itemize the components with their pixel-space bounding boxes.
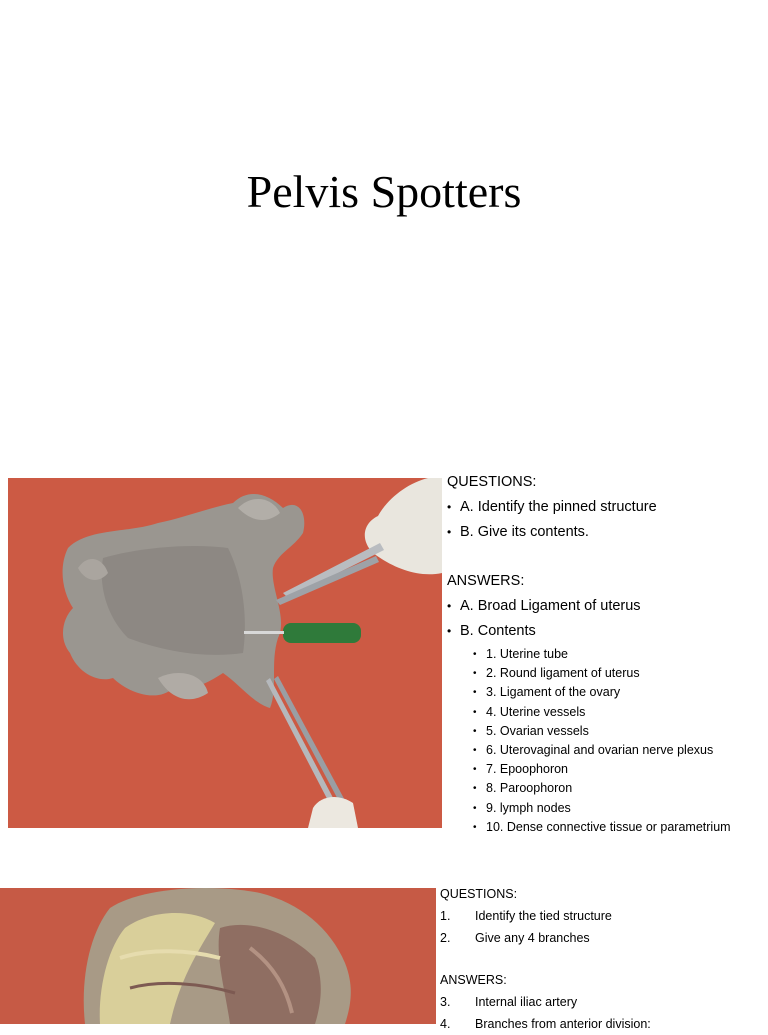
page-title: Pelvis Spotters (0, 165, 768, 218)
slide2-question-2 (440, 928, 651, 950)
slide2-text (440, 884, 651, 1035)
list-text: Branches from anterior division: (475, 1017, 651, 1031)
slide1-answers-heading: ANSWERS: (447, 571, 731, 596)
list-number: 1. (440, 906, 450, 926)
slide2-answer-4 (440, 1014, 651, 1035)
slide1-answer-a: • A. Broad Ligament of uterus (447, 596, 731, 621)
contents-item: • 4. Uterine vessels (447, 704, 731, 723)
contents-item: • 7. Epoophoron (447, 761, 731, 780)
slide1-questions-heading: QUESTIONS: (447, 472, 731, 497)
contents-item: • 9. lymph nodes (447, 800, 731, 819)
contents-item: • 8. Paroophoron (447, 780, 731, 799)
contents-item: • 3. Ligament of the ovary (447, 684, 731, 703)
list-text: Give any 4 branches (475, 931, 590, 945)
slide1-answer-b: • B. Contents (447, 621, 731, 646)
slide1-text (447, 472, 731, 838)
contents-item: • 10. Dense connective tissue or parametrium (447, 819, 731, 838)
contents-item: • 6. Uterovaginal and ovarian nerve plexus (447, 742, 731, 761)
list-text: Identify the tied structure (475, 909, 612, 923)
slide2-question-1 (440, 906, 651, 928)
slide1-question-b: • B. Give its contents. (447, 522, 731, 547)
list-number: 4. (440, 1014, 450, 1034)
contents-item: • 2. Round ligament of uterus (447, 665, 731, 684)
contents-item: • 5. Ovarian vessels (447, 723, 731, 742)
slide1-question-a: • A. Identify the pinned structure (447, 497, 731, 522)
specimen-photo-internal-iliac (0, 888, 436, 1024)
specimen-photo-broad-ligament (8, 478, 442, 828)
list-number: 2. (440, 928, 450, 948)
list-text: Internal iliac artery (475, 995, 577, 1009)
list-number: 3. (440, 992, 450, 1012)
slide2-answer-3 (440, 992, 651, 1014)
slide2-questions-heading: QUESTIONS: (440, 884, 651, 906)
contents-item: • 1. Uterine tube (447, 646, 731, 665)
slide2-answers-heading: ANSWERS: (440, 970, 651, 992)
